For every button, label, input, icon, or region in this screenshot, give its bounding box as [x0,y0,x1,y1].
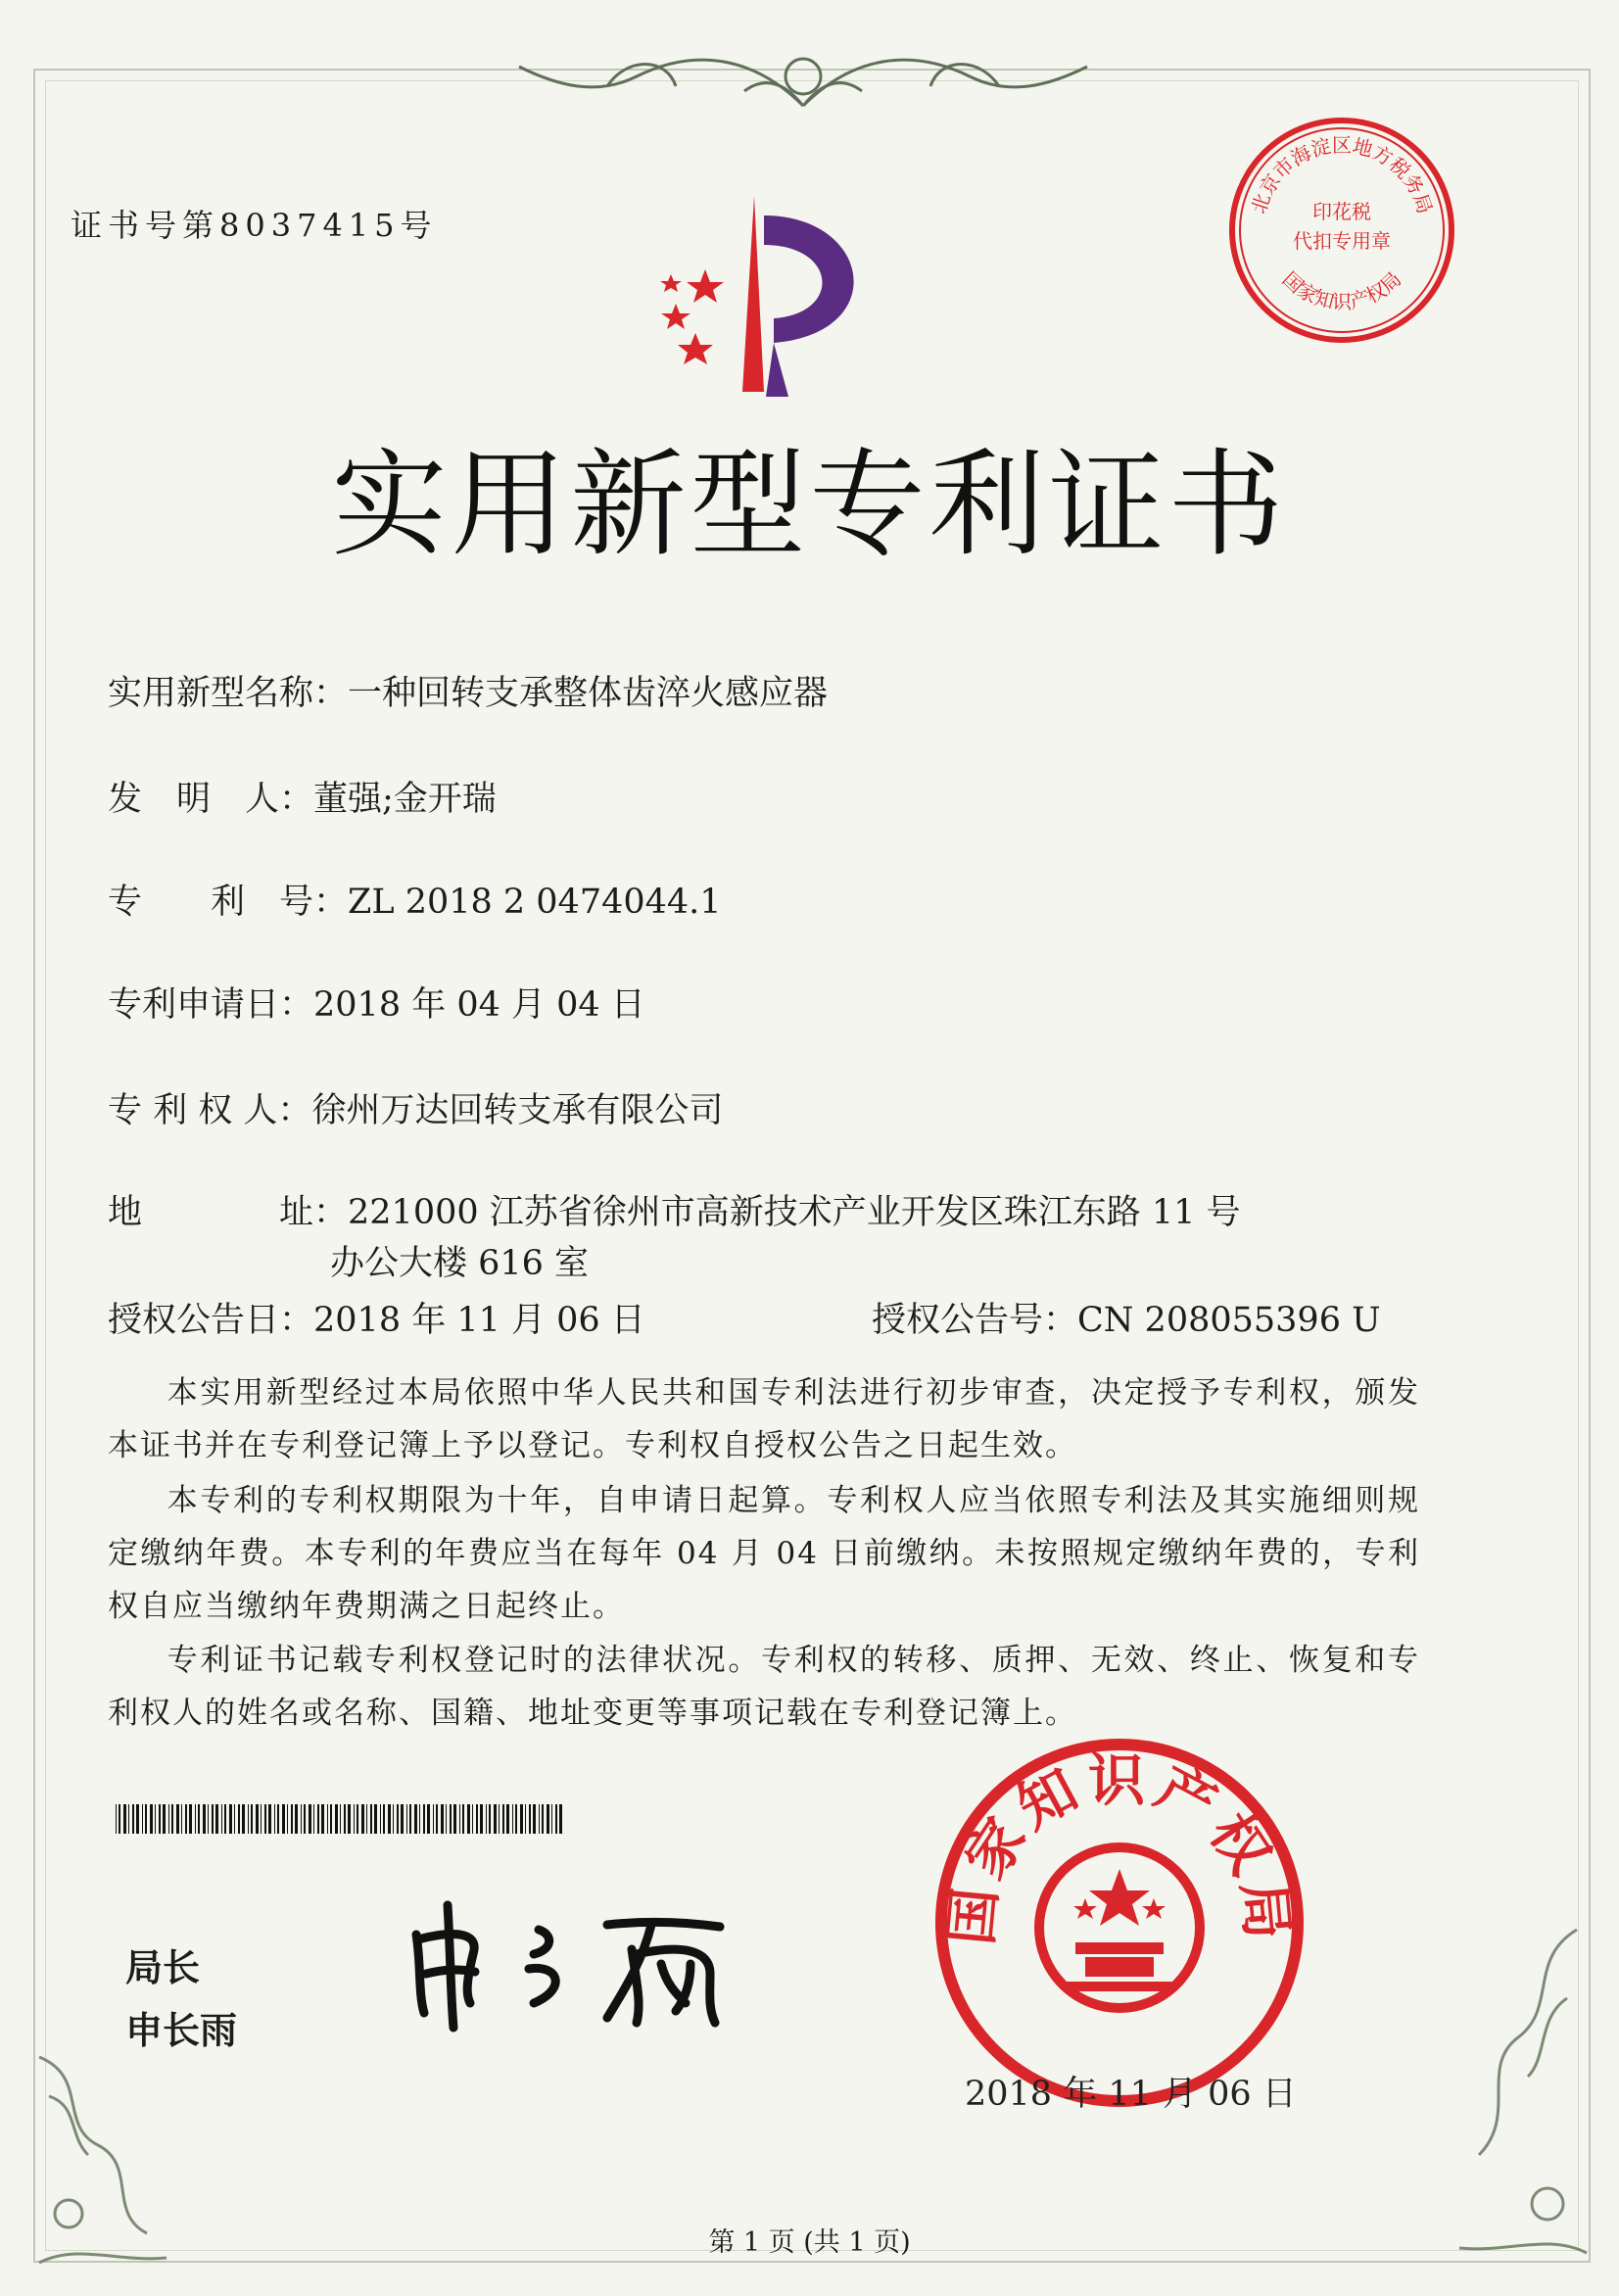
barcode-bar [155,1804,156,1834]
barcode-bar [274,1804,275,1834]
paragraph-text: 本实用新型经过本局依照中华人民共和国专利法进行初步审查，决定授予专利权，颁发本证书并在专利登记簿上予以登记。专利权自授权公告之日起生效。 [108,1375,1420,1463]
barcode-bar [423,1804,425,1834]
barcode-bar [525,1804,526,1834]
paragraph-2 [108,1474,1420,1633]
director-name: 申长雨 [125,2009,238,2052]
barcode-bar [189,1804,192,1834]
barcode-bar [433,1804,434,1834]
field-patentee [108,1083,723,1132]
barcode-bar [268,1804,271,1834]
barcode-bar [374,1804,377,1834]
barcode-bar [150,1804,153,1834]
director-title: 局长 [125,1946,201,1989]
tax-stamp-ring-text: 北京市海淀区地方税务局 [1246,133,1438,217]
paragraph-text: 专利证书记载专利权登记时的法律状况。专利权的转移、质押、无效、终止、恢复和专利权人的姓名或名称、国籍、地址变更等事项记载在专利登记簿上。 [108,1643,1420,1731]
barcode-bar [494,1804,497,1834]
barcode-bar [344,1804,346,1834]
barcode-bar [264,1804,266,1834]
field-value: 2018 年 11 月 06 日 [313,1301,645,1340]
page-footer: 第 1 页 (共 1 页) [708,2227,911,2258]
barcode-bar [277,1804,279,1834]
barcode-bar [132,1804,134,1834]
barcode-bar [414,1804,417,1834]
barcode-bar [215,1804,218,1834]
barcode-bar [486,1804,487,1834]
seal-text: 国家知识产权局 [936,1746,1303,1948]
barcode-bar [238,1804,240,1834]
barcode-bar [520,1804,523,1834]
barcode-bar [401,1804,404,1834]
barcode-bar [291,1804,293,1834]
handwritten-signature [397,1895,749,2033]
national-emblem [1039,1847,1200,2008]
barcode-bar [388,1804,391,1834]
barcode-bar [539,1804,540,1834]
barcode-bar [261,1804,262,1834]
barcode-bar [436,1804,438,1834]
field-patent-number [108,875,722,924]
barcode-bar [533,1804,536,1834]
barcode-bar [242,1804,245,1834]
field-filing-date [108,978,645,1027]
barcode-bar [450,1804,452,1834]
barcode-bar [499,1804,500,1834]
barcode-bar [383,1804,385,1834]
barcode-bar [409,1804,411,1834]
barcode-bar [317,1804,319,1834]
field-value: 董强;金开瑞 [313,780,497,819]
barcode-bar [287,1804,288,1834]
tax-stamp [1224,113,1459,348]
field-grant-date [108,1293,645,1342]
barcode-bar [459,1804,460,1834]
barcode-bar [330,1804,332,1834]
barcode-bar [348,1804,351,1834]
barcode-bar [163,1804,166,1834]
barcode-bar [256,1804,259,1834]
barcode-bar [251,1804,253,1834]
field-label: 专 利 权 人： [108,1091,312,1130]
barcode-bar [555,1804,557,1834]
barcode-bar [229,1804,232,1834]
barcode-bar [142,1804,143,1834]
barcode-bar [168,1804,169,1834]
barcode-bar [171,1804,173,1834]
barcode-bar [321,1804,324,1834]
barcode-bar [547,1804,549,1834]
barcode-bar [212,1804,214,1834]
corner-ornament-bottom-right [1450,1920,1596,2272]
paragraph-3 [108,1634,1420,1740]
barcode-bar [453,1804,456,1834]
tax-stamp-ring-text-bottom: 国家知识产权局 [1277,266,1406,313]
barcode-bar [515,1804,517,1834]
field-address [108,1185,1241,1234]
barcode-bar [489,1804,491,1834]
barcode-bar [221,1804,222,1834]
paragraph-1 [108,1366,1420,1472]
barcode-bar [529,1804,531,1834]
field-value: 徐州万达回转支承有限公司 [311,1091,724,1130]
barcode-bar [357,1804,358,1834]
barcode-bar [181,1804,182,1834]
barcode-bar [335,1804,338,1834]
barcode-bar [354,1804,355,1834]
barcode-bar [327,1804,328,1834]
field-label: 授权公告日： [108,1301,314,1340]
field-label: 授权公告号： [872,1301,1078,1340]
barcode-bar [119,1804,120,1834]
barcode-bar [370,1804,372,1834]
barcode-bar [480,1804,483,1834]
field-value: CN 208055396 U [1077,1301,1381,1340]
field-grant-number [872,1293,1381,1342]
barcode-bar [462,1804,464,1834]
barcode-bar [427,1804,430,1834]
field-value: 221000 江苏省徐州市高新技术产业开发区珠江东路 11 号 [348,1193,1241,1232]
barcode-bar [476,1804,478,1834]
field-utility-model-name [108,666,828,715]
barcode-bar [472,1804,473,1834]
barcode-bar [467,1804,470,1834]
barcode-bar [159,1804,161,1834]
barcode-bar [295,1804,298,1834]
field-address-line2: 办公大楼 616 室 [330,1244,590,1283]
barcode-bar [551,1804,552,1834]
field-label: 地 址： [108,1193,349,1232]
barcode-bar [208,1804,209,1834]
official-seal [929,1732,1310,2114]
barcode-bar [506,1804,509,1834]
barcode-bar [185,1804,187,1834]
barcode-bar [123,1804,126,1834]
barcode-bar [282,1804,285,1834]
barcode-bar [309,1804,311,1834]
seal-date: 2018 年 11 月 06 日 [965,2075,1297,2114]
barcode-bar [441,1804,444,1834]
field-label: 实用新型名称： [108,674,349,713]
barcode-bar [128,1804,129,1834]
field-value: 2018 年 04 月 04 日 [313,985,645,1025]
tax-stamp-center-line1: 印花税 [1312,200,1371,223]
barcode-bar [116,1804,117,1834]
certificate-title: 实用新型专利证书 [331,437,1288,572]
barcode-bar [512,1804,513,1834]
barcode-bar [380,1804,381,1834]
field-label: 专 利 号： [108,883,349,922]
field-inventor [108,772,497,821]
barcode-bar [145,1804,147,1834]
svg-text:国家知识产权局 [1278,267,1406,313]
top-ornament [460,37,1146,125]
barcode-bar [393,1804,394,1834]
tax-stamp-center-line2: 代扣专用章 [1293,229,1391,253]
field-value: 一种回转支承整体齿淬火感应器 [348,674,829,713]
barcode-bar [234,1804,235,1834]
barcode-bar [366,1804,367,1834]
barcode-bar [198,1804,200,1834]
barcode-bar [559,1804,562,1834]
barcode-bar [542,1804,544,1834]
barcode-bar [397,1804,399,1834]
barcode-bar [304,1804,306,1834]
barcode-bar [502,1804,504,1834]
barcode [116,1804,566,1834]
barcode-bar [361,1804,364,1834]
patent-office-logo [617,186,891,411]
field-value: ZL 2018 2 0474044.1 [348,883,722,922]
barcode-bar [313,1804,314,1834]
barcode-bar [406,1804,407,1834]
barcode-bar [446,1804,447,1834]
barcode-bar [301,1804,302,1834]
barcode-bar [419,1804,420,1834]
barcode-bar [203,1804,206,1834]
field-label: 专利申请日： [108,985,314,1025]
barcode-bar [224,1804,226,1834]
field-label: 发 明 人： [108,780,314,819]
barcode-bar [248,1804,249,1834]
paragraph-text: 本专利的专利权期限为十年，自申请日起算。专利权人应当依照专利法及其实施细则规定缴纳年费。本专利的年费应当在每年 04 月 04 日前缴纳。未按照规定缴纳年费的，专利权自应当缴纳年费期满之日起终止。 [108,1483,1420,1624]
barcode-bar [340,1804,341,1834]
barcode-bar [136,1804,139,1834]
barcode-bar [176,1804,179,1834]
barcode-bar [195,1804,196,1834]
certificate-number: 证书号第8037415号 [71,207,438,244]
